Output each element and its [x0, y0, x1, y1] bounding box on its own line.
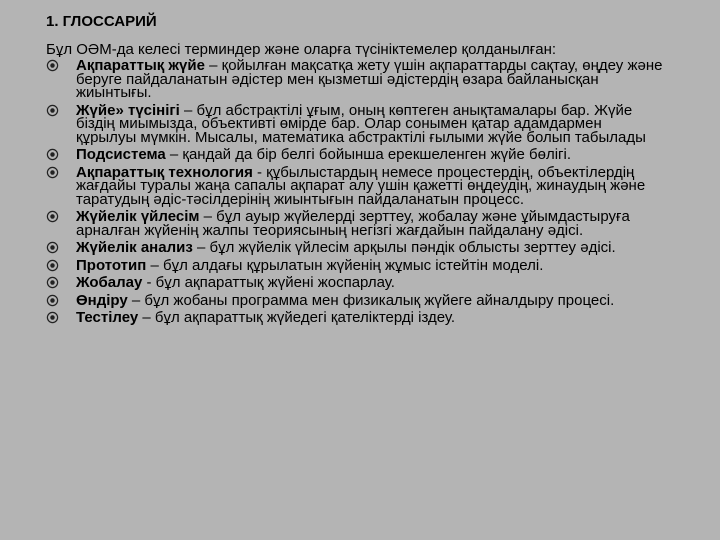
glossary-definition: – бұл алдағы құрылатын жүйенің жұмыс істейтін моделі. [146, 256, 544, 274]
glossary-term: Жүйелік үйлесім [76, 208, 200, 225]
glossary-definition: - бұл ақпараттық жүйені жоспарлау. [142, 274, 395, 291]
list-item [46, 59, 666, 100]
glossary-term: Ақпараттық жүйе [76, 57, 205, 74]
glossary-definition: – бұл ауыр жүйелерді зерттеу, жобалау және ұйымдастыруға арналған жүйенің жалпы теориясының негізгі жағдайын пайдалану әдісі. [76, 208, 630, 239]
list-item [46, 256, 666, 274]
circled-dot-icon [46, 294, 59, 307]
glossary-term: Жүйелік анализ [76, 239, 193, 256]
list-item [46, 101, 666, 146]
circled-dot-icon [46, 311, 59, 324]
glossary-list [46, 59, 666, 329]
circled-dot-icon [46, 241, 59, 254]
circled-dot-icon [46, 59, 59, 72]
list-item [46, 291, 666, 309]
circled-dot-icon [46, 210, 59, 223]
list-item [46, 148, 666, 162]
glossary-definition: – бұл жобаны программа мен физикалық жүйеге айналдыру процесі. [127, 291, 615, 309]
glossary-term: Өндіру [76, 291, 128, 309]
circled-dot-icon [46, 166, 59, 179]
circled-dot-icon [46, 276, 59, 289]
glossary-term: Жобалау [76, 274, 143, 291]
glossary-definition: – бұл абстрактілі ұғым, оның көптеген анықтамалары бар. Жүйе біздің миымызда, объективті өмірде бар. Олар сонымен қатар адамдармен құрылуы мүмкін. Мысалы, математика абстрактілі ғылыми жүйе болып табылады [76, 101, 646, 146]
glossary-term: Жүйе» түсінігі [76, 101, 180, 119]
glossary-term: Подсистема [76, 146, 166, 163]
list-item [46, 163, 666, 208]
list-item [46, 311, 666, 325]
circled-dot-icon [46, 259, 59, 272]
glossary-definition: - құбылыстардың немесе процестердің, объектілердің жағдайы туралы жаңа сапалы ақпарат алу үшін қажетті өңдеудің, жинаудың және таратудың әдіс-тәсілдерінің жиынтығын пайдаланатын процесс. [76, 163, 646, 208]
circled-dot-icon [46, 104, 59, 117]
list-item [46, 210, 666, 237]
glossary-definition: – қандай да бір белгі бойынша ерекшеленген жүйе бөлігі. [165, 146, 572, 163]
intro-text: Бұл ОӘМ-да келесі терминдер және оларға түсініктемелер қолданылған: [46, 41, 557, 58]
glossary-definition: – бұл жүйелік үйлесім арқылы пәндік облысты зерттеу әдісі. [192, 239, 616, 256]
glossary-term: Тестілеу [76, 309, 139, 326]
circled-dot-icon [46, 148, 59, 161]
glossary-term: Прототип [76, 256, 147, 274]
list-item [46, 241, 666, 255]
glossary-definition: – қойылған мақсатқа жету үшін ақпараттарды сақтау, өңдеу және беруге пайдаланатын әдістер мен қызметші әдістердің өзара байланысқан жиынтығы. [76, 57, 663, 101]
list-item [46, 276, 666, 290]
page-title: 1. ГЛОССАРИЙ [46, 13, 157, 30]
glossary-term: Ақпараттық технология [76, 163, 253, 181]
glossary-definition: – бұл ақпараттық жүйедегі қателіктерді іздеу. [138, 309, 456, 326]
